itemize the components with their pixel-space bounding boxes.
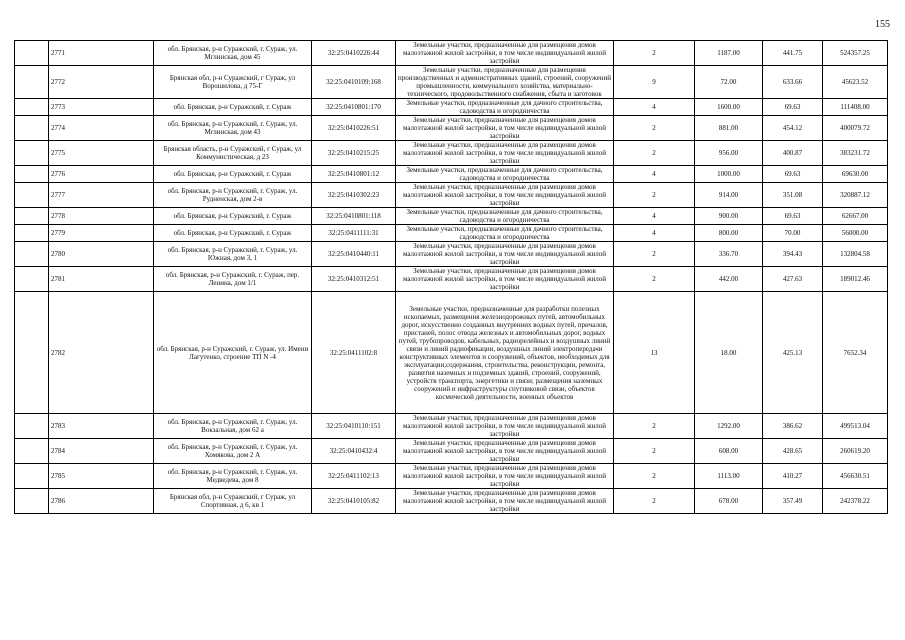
category-cell: 2 <box>614 414 695 439</box>
row-number-cell: 2780 <box>49 242 154 267</box>
category-cell: 2 <box>614 116 695 141</box>
address-cell: обл. Брянская, р-н Суражский, г. Сураж <box>154 225 312 242</box>
area-cell: 1000.00 <box>695 166 763 183</box>
category-cell: 4 <box>614 208 695 225</box>
table-row <box>15 99 888 116</box>
cadastral-cost-cell: 111408.00 <box>823 99 888 116</box>
specific-value-cell: 441.75 <box>763 41 823 66</box>
blank-cell <box>15 225 49 242</box>
land-use-cell: Земельные участки, предназначенные для размещения домов малоэтажной жилой застройки, в том числе индивидуальной жилой застройки <box>396 116 614 141</box>
cadastral-number-cell: 32:25:0411102:13 <box>312 464 396 489</box>
blank-cell <box>15 116 49 141</box>
area-cell: 914.00 <box>695 183 763 208</box>
specific-value-cell: 454.12 <box>763 116 823 141</box>
address-cell: обл. Брянская, р-н Суражский, г. Сураж <box>154 99 312 116</box>
land-use-cell: Земельные участки, предназначенные для размещения производственных и административных зданий, строений, сооружений промышленности, коммунального хозяйства, материально-технического, продовольственного снабжения, сбыта и заготовок <box>396 66 614 99</box>
row-number-cell: 2771 <box>49 41 154 66</box>
area-cell: 800.00 <box>695 225 763 242</box>
cadastral-cost-cell: 260619.20 <box>823 439 888 464</box>
cadastral-cost-cell: 320887.12 <box>823 183 888 208</box>
land-use-cell: Земельные участки, предназначенные для разработки полезных ископаемых, размещения железнодорожных путей, автомобильных дорог, искусственно созданных внутренних водных путей, причалов, пристаней, полос отвода железных и автомобильных дорог, водных путей, трубопроводов, кабельных, радиорелейных и воздушных линий связи и линий радиофикации, воздушных линий электропередачи конструктивных элементов и сооружений, объектов, необходимых для эксплуатации,содержания, строительства, реконструкции, ремонта, развития наземных и подземных зданий, строений, сооружений, устройств транспорта, энергетики и связи; размещения наземных сооружений и инфраструктуры спутниковой связи, объектов космической деятельности, военных объектов <box>396 292 614 414</box>
cadastral-cost-cell: 62667.00 <box>823 208 888 225</box>
address-cell: обл. Брянская, р-н Суражский, г. Сураж, ул. Южная, дом 3, 1 <box>154 242 312 267</box>
blank-cell <box>15 414 49 439</box>
blank-cell <box>15 183 49 208</box>
land-use-cell: Земельные участки, предназначенные для размещения домов малоэтажной жилой застройки, в том числе индивидуальной жилой застройки <box>396 489 614 514</box>
table-row <box>15 489 888 514</box>
row-number-cell: 2776 <box>49 166 154 183</box>
table-row <box>15 116 888 141</box>
land-use-cell: Земельные участки, предназначенные для размещения домов малоэтажной жилой застройки, в том числе индивидуальной жилой застройки <box>396 141 614 166</box>
land-use-cell: Земельные участки, предназначенные для размещения домов малоэтажной жилой застройки, в том числе индивидуальной жилой застройки <box>396 183 614 208</box>
land-use-cell: Земельные участки, предназначенные для размещения домов малоэтажной жилой застройки, в том числе индивидуальной жилой застройки <box>396 41 614 66</box>
cadastral-number-cell: 32:25:0410302:23 <box>312 183 396 208</box>
cadastral-cost-cell: 400079.72 <box>823 116 888 141</box>
address-cell: обл. Брянская, р-н Суражский, г. Сураж, ул. Имени Лагутенко, строение ТП N -4 <box>154 292 312 414</box>
category-cell: 2 <box>614 489 695 514</box>
area-cell: 1113.00 <box>695 464 763 489</box>
row-number-cell: 2781 <box>49 267 154 292</box>
row-number-cell: 2778 <box>49 208 154 225</box>
category-cell: 2 <box>614 267 695 292</box>
blank-cell <box>15 439 49 464</box>
category-cell: 2 <box>614 439 695 464</box>
land-use-cell: Земельные участки, предназначенные для размещения домов малоэтажной жилой застройки, в том числе индивидуальной жилой застройки <box>396 464 614 489</box>
specific-value-cell: 69.63 <box>763 208 823 225</box>
cadastral-number-cell: 32:25:0410226:44 <box>312 41 396 66</box>
address-cell: Брянская область, р-н Суражский, г Сураж, ул Коммунистическая, д 23 <box>154 141 312 166</box>
specific-value-cell: 351.08 <box>763 183 823 208</box>
blank-cell <box>15 489 49 514</box>
land-use-cell: Земельные участки, предназначенные для дачного строительства, садоводства и огородничества <box>396 166 614 183</box>
specific-value-cell: 357.49 <box>763 489 823 514</box>
land-use-cell: Земельные участки, предназначенные для размещения домов малоэтажной жилой застройки, в том числе индивидуальной жилой застройки <box>396 439 614 464</box>
row-number-cell: 2785 <box>49 464 154 489</box>
cadastral-number-cell: 32:25:0411111:31 <box>312 225 396 242</box>
address-cell: обл. Брянская, р-н Суражский, г. Сураж, ул. Мглинская, дом 45 <box>154 41 312 66</box>
table-row <box>15 439 888 464</box>
area-cell: 881.00 <box>695 116 763 141</box>
cadastral-cost-cell: 499513.04 <box>823 414 888 439</box>
cadastral-number-cell: 32:25:0410801:118 <box>312 208 396 225</box>
specific-value-cell: 427.63 <box>763 267 823 292</box>
row-number-cell: 2775 <box>49 141 154 166</box>
table-row <box>15 267 888 292</box>
blank-cell <box>15 41 49 66</box>
row-number-cell: 2779 <box>49 225 154 242</box>
cadastral-cost-cell: 524357.25 <box>823 41 888 66</box>
table-row <box>15 464 888 489</box>
table-row <box>15 208 888 225</box>
area-cell: 956.00 <box>695 141 763 166</box>
row-number-cell: 2773 <box>49 99 154 116</box>
specific-value-cell: 633.66 <box>763 66 823 99</box>
category-cell: 2 <box>614 464 695 489</box>
land-use-cell: Земельные участки, предназначенные для дачного строительства, садоводства и огородничества <box>396 208 614 225</box>
land-use-cell: Земельные участки, предназначенные для размещения домов малоэтажной жилой застройки, в том числе индивидуальной жилой застройки <box>396 242 614 267</box>
area-cell: 678.00 <box>695 489 763 514</box>
category-cell: 2 <box>614 183 695 208</box>
specific-value-cell: 400.87 <box>763 141 823 166</box>
specific-value-cell: 69.63 <box>763 99 823 116</box>
land-use-cell: Земельные участки, предназначенные для дачного строительства, садоводства и огородничества <box>396 99 614 116</box>
cadastral-cost-cell: 132804.58 <box>823 242 888 267</box>
cadastral-number-cell: 32:25:0410312:51 <box>312 267 396 292</box>
cadastral-cost-cell: 69630.00 <box>823 166 888 183</box>
row-number-cell: 2784 <box>49 439 154 464</box>
area-cell: 608.00 <box>695 439 763 464</box>
address-cell: обл. Брянская, р-н Суражский, г. Сураж, ул. Мглинская, дом 43 <box>154 116 312 141</box>
cadastral-number-cell: 32:25:0410801:170 <box>312 99 396 116</box>
blank-cell <box>15 141 49 166</box>
table-row <box>15 225 888 242</box>
cadastral-cost-cell: 189012.46 <box>823 267 888 292</box>
area-cell: 18.00 <box>695 292 763 414</box>
specific-value-cell: 70.00 <box>763 225 823 242</box>
cadastral-number-cell: 32:25:0411102:8 <box>312 292 396 414</box>
address-cell: обл. Брянская, р-н Суражский, г. Сураж, пер. Ленина, дом 1/1 <box>154 267 312 292</box>
cadastral-number-cell: 32:25:0410109:168 <box>312 66 396 99</box>
address-cell: Брянская обл, р-н Суражский, г Сураж, ул Ворошилова, д 75-Г <box>154 66 312 99</box>
area-cell: 1600.00 <box>695 99 763 116</box>
cadastral-number-cell: 32:25:0410226:51 <box>312 116 396 141</box>
cadastral-number-cell: 32:25:0410432:4 <box>312 439 396 464</box>
cadastral-cost-cell: 383231.72 <box>823 141 888 166</box>
category-cell: 13 <box>614 292 695 414</box>
category-cell: 2 <box>614 242 695 267</box>
address-cell: обл. Брянская, р-н Суражский, г. Сураж, ул. Вокзальная, дом 62 а <box>154 414 312 439</box>
cadastral-cost-cell: 7652.34 <box>823 292 888 414</box>
specific-value-cell: 425.13 <box>763 292 823 414</box>
blank-cell <box>15 242 49 267</box>
address-cell: обл. Брянская, р-н Суражский, г. Сураж, ул. Хомякова, дом 2 А <box>154 439 312 464</box>
category-cell: 4 <box>614 225 695 242</box>
blank-cell <box>15 267 49 292</box>
category-cell: 2 <box>614 141 695 166</box>
table-row <box>15 66 888 99</box>
table-row <box>15 183 888 208</box>
table-row <box>15 166 888 183</box>
cadastral-cost-cell: 56000.00 <box>823 225 888 242</box>
table-row <box>15 41 888 66</box>
cadastral-number-cell: 32:25:0410110:151 <box>312 414 396 439</box>
blank-cell <box>15 208 49 225</box>
blank-cell <box>15 99 49 116</box>
category-cell: 2 <box>614 41 695 66</box>
cadastral-cost-cell: 242378.22 <box>823 489 888 514</box>
land-use-cell: Земельные участки, предназначенные для размещения домов малоэтажной жилой застройки, в том числе индивидуальной жилой застройки <box>396 267 614 292</box>
land-use-cell: Земельные участки, предназначенные для дачного строительства, садоводства и огородничества <box>396 225 614 242</box>
area-cell: 442.00 <box>695 267 763 292</box>
row-number-cell: 2772 <box>49 66 154 99</box>
row-number-cell: 2774 <box>49 116 154 141</box>
row-number-cell: 2782 <box>49 292 154 414</box>
table-row <box>15 414 888 439</box>
blank-cell <box>15 464 49 489</box>
page-number: 155 <box>875 19 890 30</box>
cadastral-number-cell: 32:25:0410801:12 <box>312 166 396 183</box>
row-number-cell: 2786 <box>49 489 154 514</box>
blank-cell <box>15 166 49 183</box>
area-cell: 72.00 <box>695 66 763 99</box>
area-cell: 900.00 <box>695 208 763 225</box>
cadastral-cost-cell: 45623.52 <box>823 66 888 99</box>
cadastral-cost-cell: 456630.51 <box>823 464 888 489</box>
area-cell: 336.70 <box>695 242 763 267</box>
row-number-cell: 2783 <box>49 414 154 439</box>
address-cell: Брянская обл, р-н Суражский, г Сураж, ул Спортивная, д 6, кв 1 <box>154 489 312 514</box>
table-row <box>15 292 888 414</box>
table-row <box>15 141 888 166</box>
specific-value-cell: 69.63 <box>763 166 823 183</box>
cadastral-number-cell: 32:25:0410105:82 <box>312 489 396 514</box>
area-cell: 1187.00 <box>695 41 763 66</box>
blank-cell <box>15 66 49 99</box>
area-cell: 1292.00 <box>695 414 763 439</box>
cadastral-number-cell: 32:25:0410215:25 <box>312 141 396 166</box>
land-use-cell: Земельные участки, предназначенные для размещения домов малоэтажной жилой застройки, в том числе индивидуальной жилой застройки <box>396 414 614 439</box>
address-cell: обл. Брянская, р-н Суражский, г. Сураж <box>154 166 312 183</box>
row-number-cell: 2777 <box>49 183 154 208</box>
category-cell: 4 <box>614 166 695 183</box>
address-cell: обл. Брянская, р-н Суражский, г. Сураж, ул. Медведева, дом 8 <box>154 464 312 489</box>
blank-cell <box>15 292 49 414</box>
specific-value-cell: 394.43 <box>763 242 823 267</box>
cadastral-value-table <box>14 40 888 514</box>
address-cell: обл. Брянская, р-н Суражский, г. Сураж, ул. Рудненская, дом 2-в <box>154 183 312 208</box>
table-row <box>15 242 888 267</box>
category-cell: 4 <box>614 99 695 116</box>
specific-value-cell: 386.62 <box>763 414 823 439</box>
address-cell: обл. Брянская, р-н Суражский, г. Сураж <box>154 208 312 225</box>
category-cell: 9 <box>614 66 695 99</box>
specific-value-cell: 410.27 <box>763 464 823 489</box>
specific-value-cell: 428.65 <box>763 439 823 464</box>
cadastral-number-cell: 32:25:0410440:11 <box>312 242 396 267</box>
